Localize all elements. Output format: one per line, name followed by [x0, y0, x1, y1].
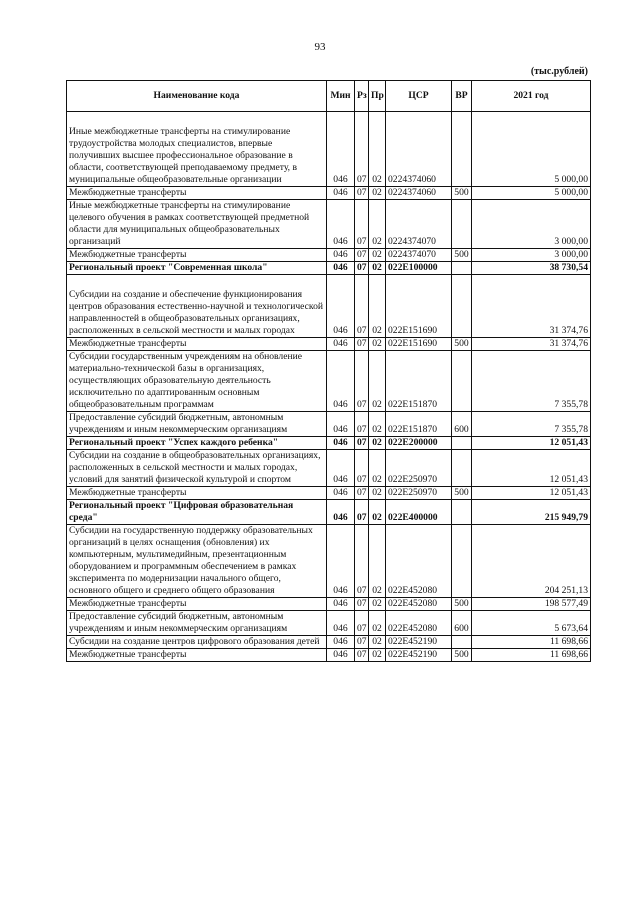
table-row: [67, 500, 591, 525]
spacer-cell: [472, 112, 591, 127]
cell-min: 046: [327, 262, 355, 275]
cell-name: Субсидии на создание центров цифрового образования детей: [67, 636, 327, 649]
cell-min: 046: [327, 598, 355, 611]
cell-name: Региональный проект "Успех каждого ребенка": [67, 437, 327, 450]
table-row: [67, 351, 591, 412]
spacer-cell: [327, 275, 355, 290]
cell-name: Предоставление субсидий бюджетным, автономным учреждениям и иным некоммерческим организациям: [67, 611, 327, 636]
cell-vr: 500: [452, 487, 472, 500]
cell-csr: 0224374070: [386, 249, 452, 262]
cell-csr: 022E200000: [386, 437, 452, 450]
table-row: [67, 412, 591, 437]
cell-vr: [452, 525, 472, 598]
spacer-cell: [355, 112, 369, 127]
cell-min: 046: [327, 611, 355, 636]
cell-amount: 38 730,54: [472, 262, 591, 275]
table-row: [67, 249, 591, 262]
table-row: [67, 450, 591, 487]
cell-rz: 07: [355, 437, 369, 450]
cell-min: 046: [327, 351, 355, 412]
cell-min: 046: [327, 636, 355, 649]
cell-amount: 204 251,13: [472, 525, 591, 598]
header-pr: Пр: [369, 81, 386, 112]
cell-pr: 02: [369, 636, 386, 649]
header-vr: ВР: [452, 81, 472, 112]
cell-name: Межбюджетные трансферты: [67, 187, 327, 200]
cell-pr: 02: [369, 289, 386, 338]
table-row: [67, 636, 591, 649]
cell-name: Межбюджетные трансферты: [67, 487, 327, 500]
cell-pr: 02: [369, 525, 386, 598]
cell-pr: 02: [369, 338, 386, 351]
cell-amount: 11 698,66: [472, 636, 591, 649]
table-row: [67, 611, 591, 636]
cell-min: 046: [327, 525, 355, 598]
cell-vr: [452, 500, 472, 525]
spacer-cell: [386, 112, 452, 127]
cell-min: 046: [327, 289, 355, 338]
cell-amount: 5 000,00: [472, 126, 591, 187]
cell-name: Региональный проект "Современная школа": [67, 262, 327, 275]
table-row: [67, 187, 591, 200]
cell-amount: 3 000,00: [472, 249, 591, 262]
cell-name: Субсидии на государственную поддержку образовательных организаций в целях оснащения (обновления) их компьютерным, мультимедийным, презентационным оборудованием и программным обеспечением в рамках эксперимента по модернизации начального общего, основного общего и среднего общего образования: [67, 525, 327, 598]
cell-csr: 0224374070: [386, 200, 452, 249]
cell-amount: 31 374,76: [472, 338, 591, 351]
cell-vr: [452, 262, 472, 275]
cell-name: Субсидии государственным учреждениям на обновление материально-технической базы в организациях, осуществляющих образовательную деятельность исключительно по адаптированным основным общеобразовательным программам: [67, 351, 327, 412]
cell-pr: 02: [369, 412, 386, 437]
cell-pr: 02: [369, 351, 386, 412]
cell-name: Межбюджетные трансферты: [67, 249, 327, 262]
cell-csr: 022E452080: [386, 598, 452, 611]
cell-csr: 022E452190: [386, 636, 452, 649]
cell-csr: 022E151690: [386, 289, 452, 338]
cell-vr: 500: [452, 338, 472, 351]
cell-amount: 5 000,00: [472, 187, 591, 200]
spacer-row: [67, 112, 591, 127]
table-row: [67, 338, 591, 351]
spacer-cell: [452, 275, 472, 290]
cell-csr: 0224374060: [386, 126, 452, 187]
table-row: [67, 262, 591, 275]
cell-name: Межбюджетные трансферты: [67, 338, 327, 351]
cell-min: 046: [327, 187, 355, 200]
header-name: Наименование кода: [67, 81, 327, 112]
table-body: [67, 112, 591, 662]
cell-amount: 12 051,43: [472, 437, 591, 450]
spacer-cell: [67, 275, 327, 290]
cell-pr: 02: [369, 126, 386, 187]
cell-rz: 07: [355, 289, 369, 338]
cell-amount: 5 673,64: [472, 611, 591, 636]
cell-pr: 02: [369, 200, 386, 249]
cell-name: Предоставление субсидий бюджетным, автономным учреждениям и иным некоммерческим организациям: [67, 412, 327, 437]
table-row: [67, 126, 591, 187]
table-header-row: [67, 81, 591, 112]
cell-csr: 022E452080: [386, 611, 452, 636]
cell-min: 046: [327, 200, 355, 249]
cell-rz: 07: [355, 249, 369, 262]
cell-name: Межбюджетные трансферты: [67, 649, 327, 662]
spacer-cell: [67, 112, 327, 127]
cell-amount: 198 577,49: [472, 598, 591, 611]
cell-rz: 07: [355, 412, 369, 437]
page-number: 93: [314, 41, 326, 53]
cell-csr: 022E452190: [386, 649, 452, 662]
cell-vr: 600: [452, 412, 472, 437]
cell-rz: 07: [355, 200, 369, 249]
cell-pr: 02: [369, 249, 386, 262]
cell-pr: 02: [369, 262, 386, 275]
cell-amount: 31 374,76: [472, 289, 591, 338]
cell-vr: [452, 450, 472, 487]
cell-amount: 11 698,66: [472, 649, 591, 662]
cell-rz: 07: [355, 611, 369, 636]
cell-vr: 500: [452, 249, 472, 262]
table-row: [67, 200, 591, 249]
header-year: 2021 год: [472, 81, 591, 112]
spacer-cell: [452, 112, 472, 127]
table-row: [67, 437, 591, 450]
table-row: [67, 289, 591, 338]
cell-amount: 12 051,43: [472, 487, 591, 500]
cell-pr: 02: [369, 437, 386, 450]
cell-min: 046: [327, 437, 355, 450]
cell-pr: 02: [369, 598, 386, 611]
cell-min: 046: [327, 338, 355, 351]
cell-pr: 02: [369, 187, 386, 200]
cell-amount: 12 051,43: [472, 450, 591, 487]
cell-min: 046: [327, 126, 355, 187]
spacer-cell: [369, 112, 386, 127]
cell-rz: 07: [355, 450, 369, 487]
table-row: [67, 525, 591, 598]
cell-pr: 02: [369, 611, 386, 636]
spacer-cell: [355, 275, 369, 290]
cell-vr: [452, 437, 472, 450]
cell-vr: [452, 289, 472, 338]
cell-vr: [452, 351, 472, 412]
budget-table: [66, 80, 591, 662]
cell-name: Иные межбюджетные трансферты на стимулирование целевого обучения в рамках соответствующей предметной области для муниципальных общеобразовательных организаций: [67, 200, 327, 249]
cell-min: 046: [327, 649, 355, 662]
cell-amount: 3 000,00: [472, 200, 591, 249]
cell-vr: 500: [452, 187, 472, 200]
spacer-cell: [472, 275, 591, 290]
cell-csr: 022E250970: [386, 450, 452, 487]
cell-rz: 07: [355, 262, 369, 275]
cell-csr: 022E400000: [386, 500, 452, 525]
cell-name: Межбюджетные трансферты: [67, 598, 327, 611]
cell-name: Иные межбюджетные трансферты на стимулирование трудоустройства молодых специалистов, впервые получивших высшее профессиональное образование в области, соответствующей преподаваемому предмету, в муниципальные общеобразовательные организации: [67, 126, 327, 187]
cell-amount: 7 355,78: [472, 412, 591, 437]
cell-csr: 0224374060: [386, 187, 452, 200]
cell-rz: 07: [355, 636, 369, 649]
cell-csr: 022E100000: [386, 262, 452, 275]
table-row: [67, 598, 591, 611]
cell-min: 046: [327, 450, 355, 487]
cell-min: 046: [327, 412, 355, 437]
units-label: (тыс.рублей): [530, 66, 588, 77]
cell-vr: [452, 126, 472, 187]
cell-vr: 500: [452, 598, 472, 611]
cell-rz: 07: [355, 500, 369, 525]
cell-rz: 07: [355, 338, 369, 351]
header-rz: Рз: [355, 81, 369, 112]
cell-csr: 022E452080: [386, 525, 452, 598]
cell-amount: 7 355,78: [472, 351, 591, 412]
cell-csr: 022E250970: [386, 487, 452, 500]
table-row: [67, 487, 591, 500]
cell-vr: [452, 200, 472, 249]
cell-pr: 02: [369, 487, 386, 500]
cell-pr: 02: [369, 500, 386, 525]
cell-csr: 022E151870: [386, 412, 452, 437]
cell-rz: 07: [355, 649, 369, 662]
cell-rz: 07: [355, 598, 369, 611]
cell-rz: 07: [355, 487, 369, 500]
cell-name: Субсидии на создание в общеобразовательных организациях, расположенных в сельской местности и малых городах, условий для занятий физической культурой и спортом: [67, 450, 327, 487]
spacer-cell: [327, 112, 355, 127]
cell-name: Региональный проект "Цифровая образовательная среда": [67, 500, 327, 525]
cell-vr: 600: [452, 611, 472, 636]
cell-amount: 215 949,79: [472, 500, 591, 525]
table-row: [67, 649, 591, 662]
spacer-row: [67, 275, 591, 290]
cell-name: Субсидии на создание и обеспечение функционирования центров образования естественно-научной и технологической направленностей в общеобразовательных организациях, расположенных в сельской местности и малых городах: [67, 289, 327, 338]
cell-pr: 02: [369, 649, 386, 662]
header-min: Мин: [327, 81, 355, 112]
cell-rz: 07: [355, 126, 369, 187]
cell-min: 046: [327, 487, 355, 500]
cell-rz: 07: [355, 351, 369, 412]
cell-rz: 07: [355, 525, 369, 598]
cell-vr: [452, 636, 472, 649]
spacer-cell: [369, 275, 386, 290]
spacer-cell: [386, 275, 452, 290]
cell-min: 046: [327, 500, 355, 525]
cell-pr: 02: [369, 450, 386, 487]
header-csr: ЦСР: [386, 81, 452, 112]
cell-csr: 022E151870: [386, 351, 452, 412]
cell-csr: 022E151690: [386, 338, 452, 351]
cell-min: 046: [327, 249, 355, 262]
cell-vr: 500: [452, 649, 472, 662]
cell-rz: 07: [355, 187, 369, 200]
